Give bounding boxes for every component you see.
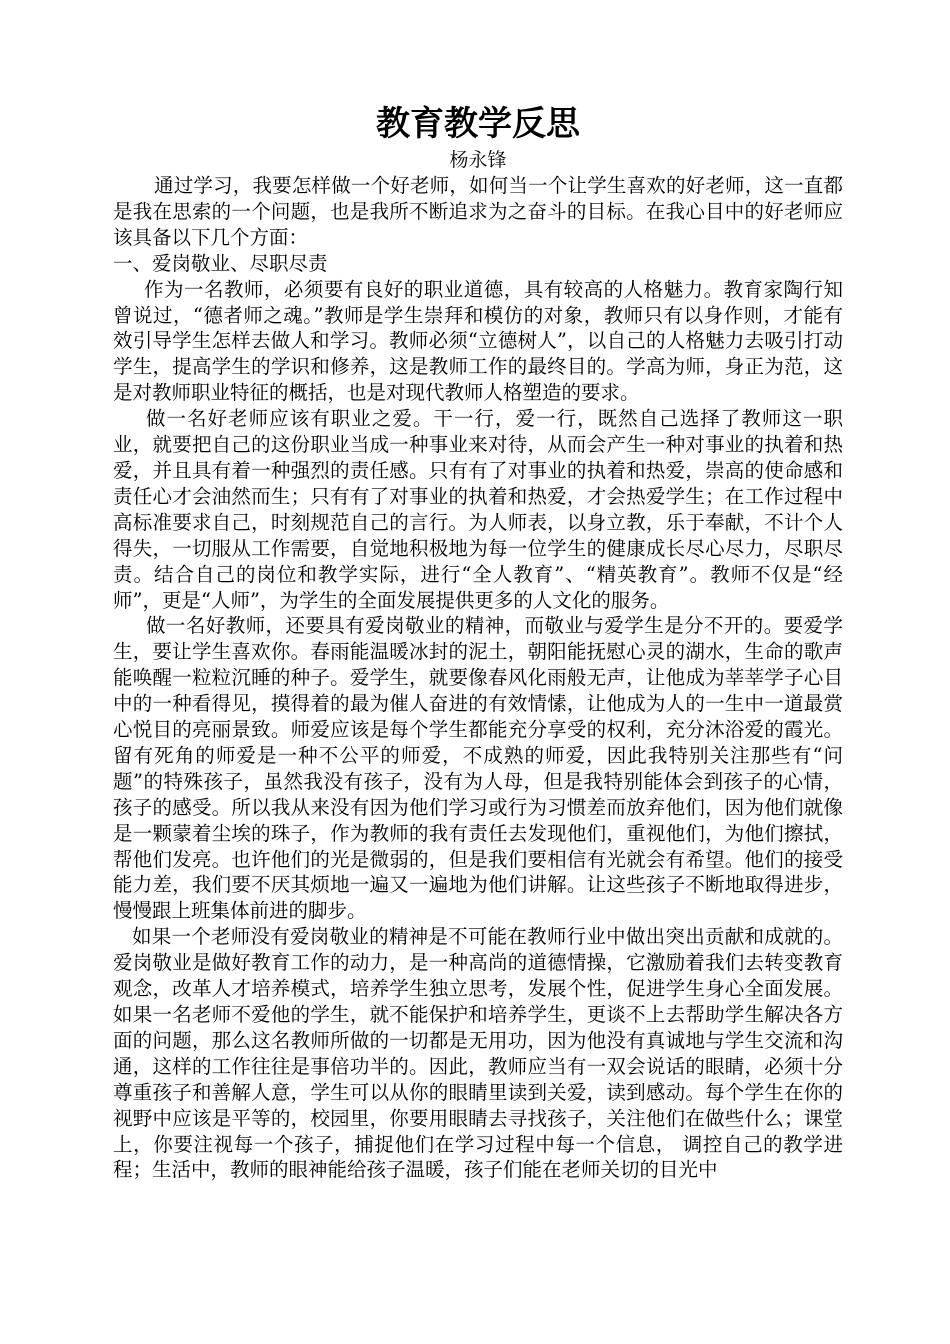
- document-title: 教育教学反思: [376, 104, 580, 144]
- intro-paragraph: 通过学习，我要怎样做一个好老师，如何当一个让学生喜欢的好老师，这一直都是我在思索的一个问题，也是我所不断追求为之奋斗的目标。在我心目中的好老师应该具备以下几个方面：: [113, 174, 843, 249]
- body-paragraph: 如果一个老师没有爱岗敬业的精神是不可能在教师行业中做出突出贡献和成就的。爱岗敬业是做好教育工作的动力，是一种高尚的道德情操，它激励着我们去转变教育观念，改革人才培养模式，培养学生独立思考，发展个性，促进学生身心全面发展。如果一名老师不爱他的学生，就不能保护和培养学生，更谈不上去帮助学生解决各方面的问题，那么这名教师所做的一切都是无用功，因为他没有真诚地与学生交流和沟通，这样的工作往往是事倍功半的。因此，教师应当有一双会说话的眼睛，必须十分尊重孩子和善解人意，学生可以从你的眼睛里读到关爱，读到感动。每个学生在你的视野中应该是平等的，校园里，你要用眼睛去寻找孩子，关注他们在做些什么；课堂上，你要注视每一个孩子，捕捉他们在学习过程中每一个信息， 调控自己的教学进程；生活中，教师的眼神能给孩子温暖，孩子们能在老师关切的目光中: [113, 925, 843, 1182]
- body-paragraph: 做一名好教师，还要具有爱岗敬业的精神，而敬业与爱学生是分不开的。要爱学生，要让学生喜欢你。春雨能温暖冰封的泥土，朝阳能抚慰心灵的湖水，生命的歌声能唤醒一粒粒沉睡的种子。爱学生，就要像春风化雨般无声，让他成为莘莘学子心目中的一种看得见，摸得着的最为催人奋进的有效情愫，让他成为人的一生中一道最赏心悦目的亮丽景致。师爱应该是每个学生都能充分享受的权利，充分沐浴爱的霞光。留有死角的师爱是一种不公平的师爱，不成熟的师爱，因此我特别关注那些有“问题”的特殊孩子，虽然我没有孩子，没有为人母，但是我特别能体会到孩子的心情，孩子的感受。所以我从来没有因为他们学习或行为习惯差而放弃他们，因为他们就像是一颗蒙着尘埃的珠子，作为教师的我有责任去发现他们，重视他们，为他们擦拭，帮他们发亮。也许他们的光是微弱的，但是我们要相信有光就会有希望。他们的接受能力差，我们要不厌其烦地一遍又一遍地为他们讲解。让这些孩子不断地取得进步，慢慢跟上班集体前进的脚步。: [113, 614, 843, 923]
- body-paragraph: 做一名好老师应该有职业之爱。干一行，爱一行，既然自己选择了教师这一职业，就要把自己的这份职业当成一种事业来对待，从而会产生一种对事业的执着和热爱，并且具有着一种强烈的责任感。只有有了对事业的执着和热爱，崇高的使命感和责任心才会油然而生；只有有了对事业的执着和热爱，才会热爱学生；在工作过程中高标准要求自己，时刻规范自己的言行。为人师表，以身立教，乐于奉献，不计个人得失，一切服从工作需要，自觉地积极地为每一位学生的健康成长尽心尽力，尽职尽责。结合自己的岗位和教学实际，进行“全人教育”、“精英教育”。教师不仅是“经师”，更是“人师”，为学生的全面发展提供更多的人文化的服务。: [113, 407, 843, 612]
- author-name: 杨永锋: [449, 149, 507, 171]
- section-heading: 一、爱岗敬业、尽职尽责: [113, 251, 328, 275]
- document-body: [113, 100, 843, 1183]
- body-paragraph: 作为一名教师，必须要有良好的职业道德，具有较高的人格魅力。教育家陶行知曾说过，“德者师之魂。”教师是学生崇拜和模仿的对象，教师只有以身作则，才能有效引导学生怎样去做人和学习。教师必须“立德树人”，以自己的人格魅力去吸引打动学生，提高学生的学识和修养，这是教师工作的最终目的。学高为师，身正为范，这是对教师职业特征的概括，也是对现代教师人格塑造的要求。: [113, 277, 843, 405]
